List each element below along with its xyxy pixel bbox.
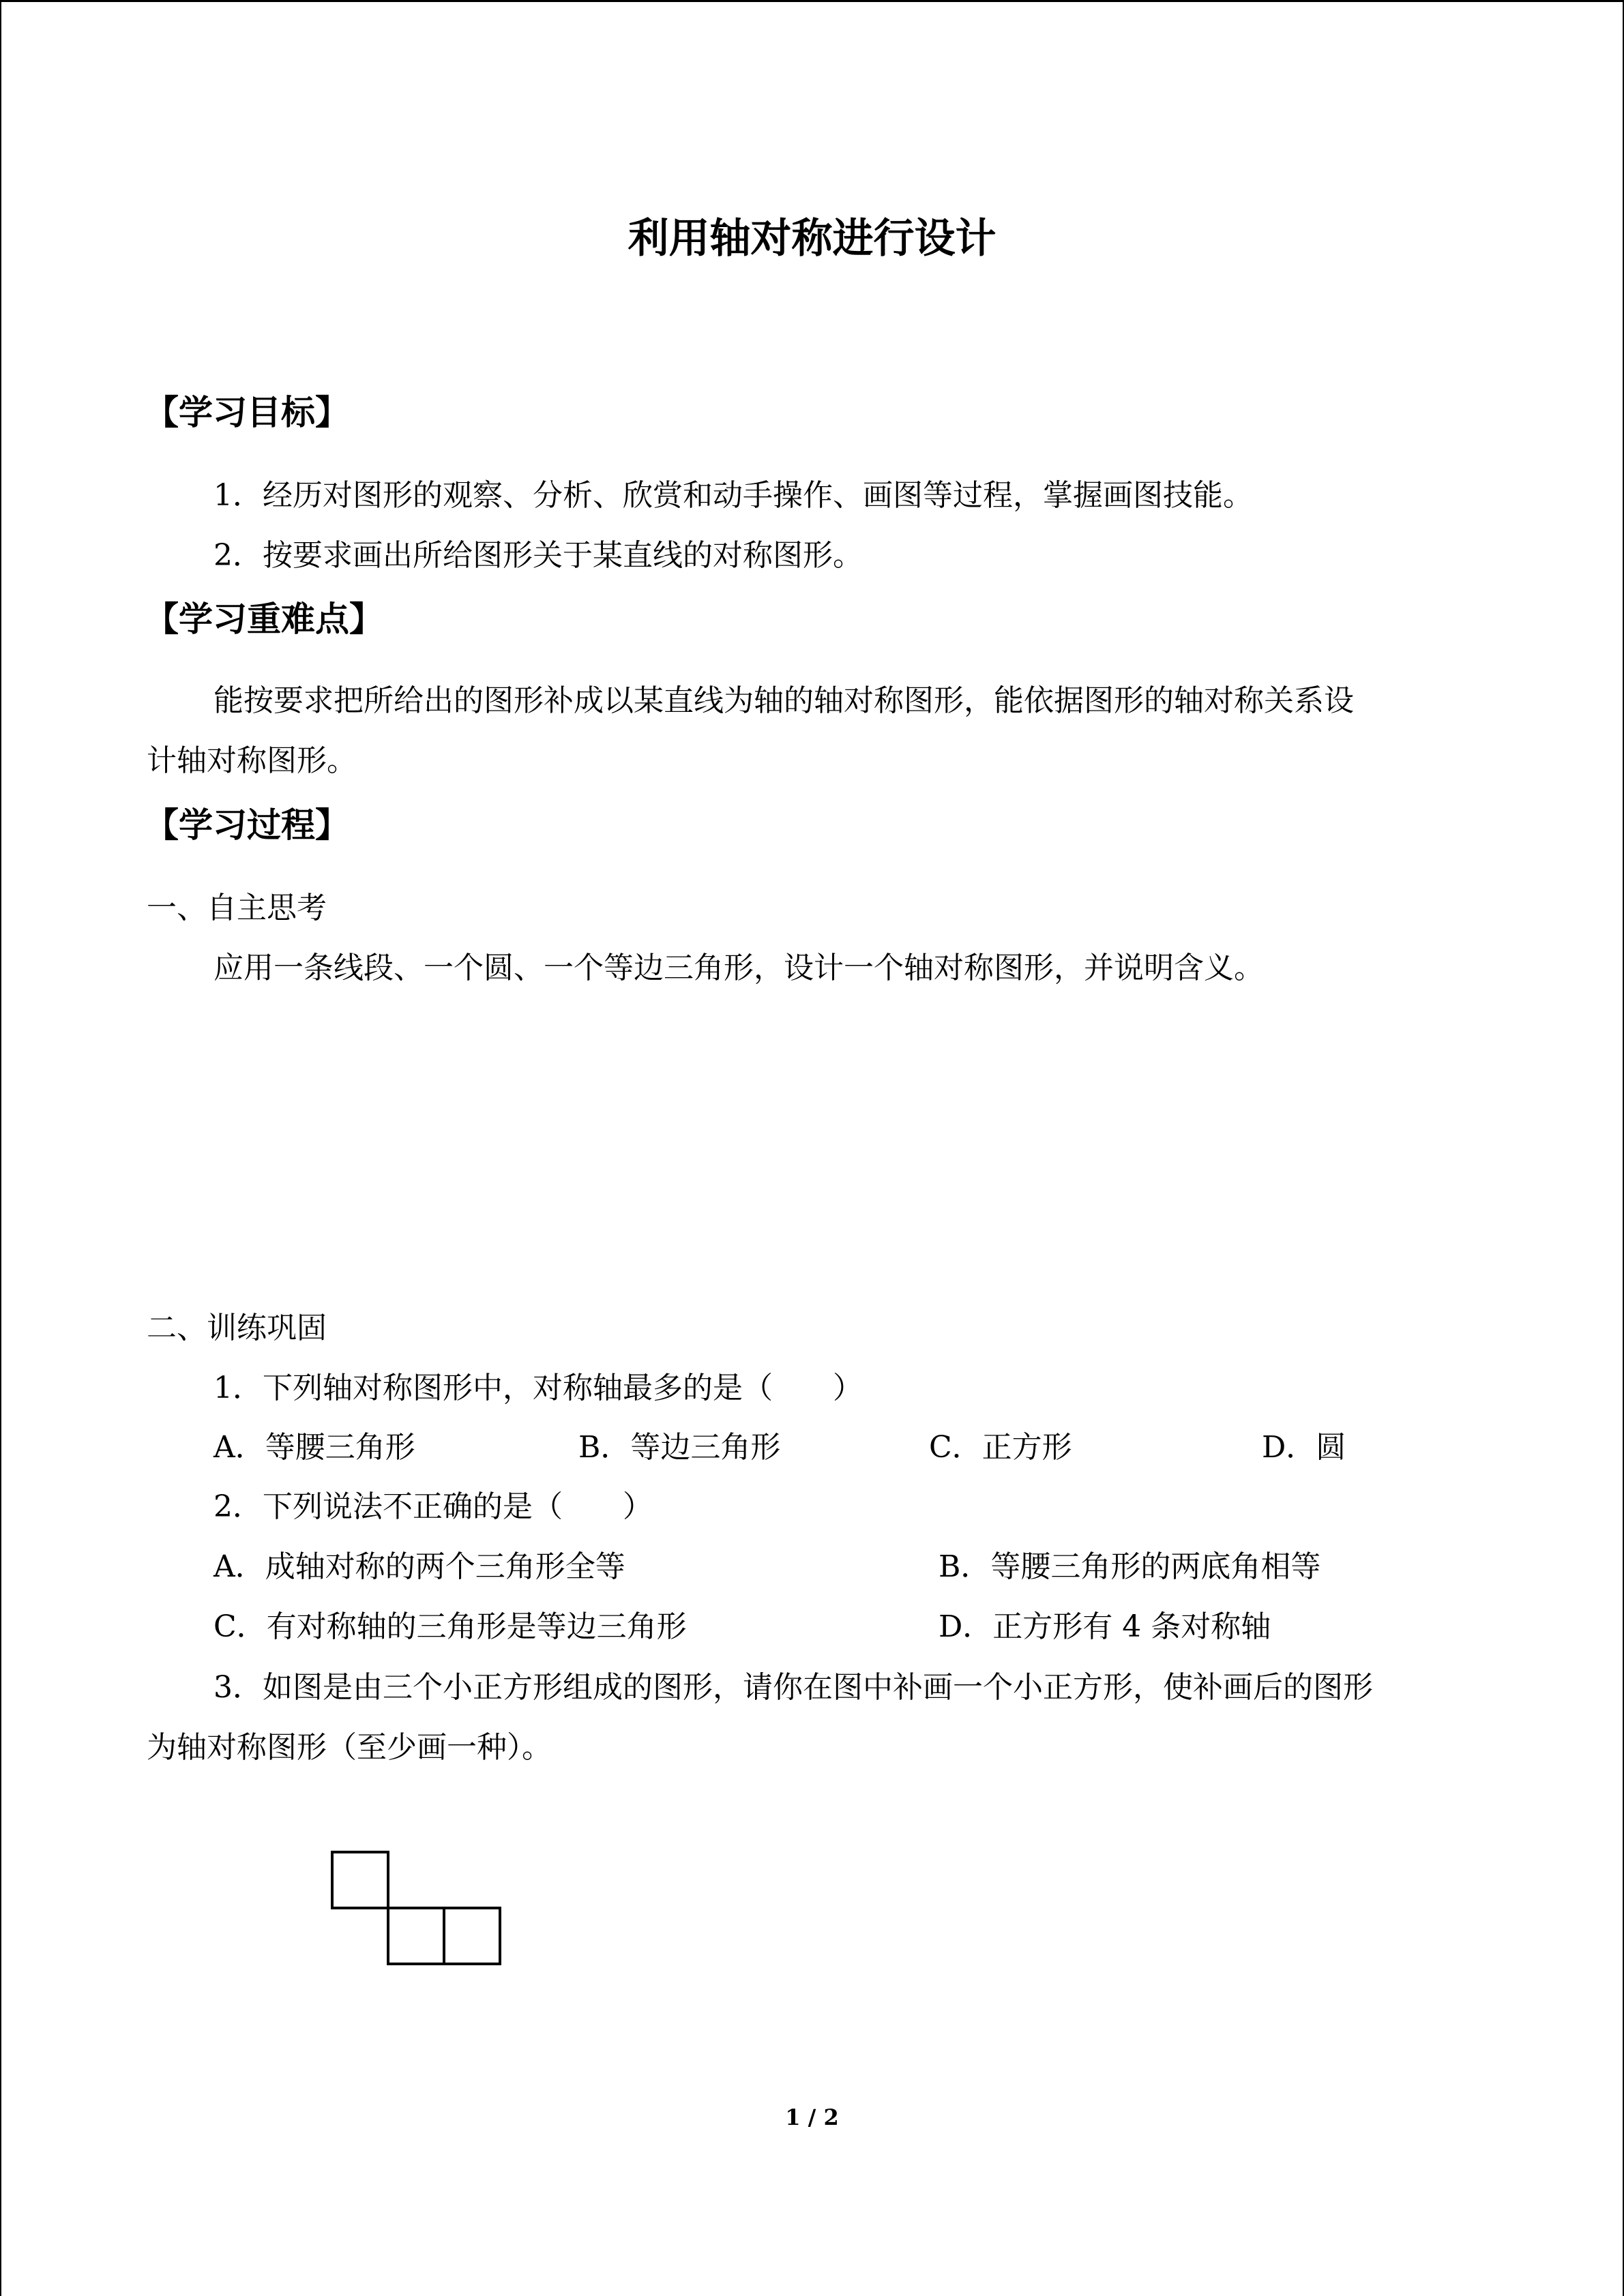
key-points-line-1: 能按要求把所给出的图形补成以某直线为轴的轴对称图形，能依据图形的轴对称关系设 — [213, 683, 1354, 718]
q1-option-c: C．正方形 — [929, 1430, 1072, 1465]
q2-option-c: C．有对称轴的三角形是等边三角形 — [213, 1609, 687, 1644]
question-2-stem: 2．下列说法不正确的是（ ） — [213, 1489, 653, 1524]
question-1-stem: 1．下列轴对称图形中，对称轴最多的是（ ） — [213, 1371, 863, 1405]
part1-text: 应用一条线段、一个圆、一个等边三角形，设计一个轴对称图形，并说明含义。 — [213, 951, 1264, 985]
question-3-line-1: 3．如图是由三个小正方形组成的图形，请你在图中补画一个小正方形，使补画后的图形 — [213, 1670, 1373, 1705]
part2-title: 二、训练巩固 — [147, 1311, 327, 1345]
page-number: 1 / 2 — [785, 2104, 839, 2130]
objective-item-1: 1．经历对图形的观察、分析、欣赏和动手操作、画图等过程，掌握画图技能。 — [213, 478, 1253, 513]
q1-option-d: D．圆 — [1262, 1430, 1346, 1465]
page-border-top — [0, 0, 1624, 2]
process-heading: 【学习过程】 — [145, 805, 349, 845]
q2-option-a: A．成轴对称的两个三角形全等 — [213, 1549, 625, 1584]
page-border-left — [0, 0, 1, 2296]
key-points-line-2: 计轴对称图形。 — [147, 743, 357, 778]
key-points-heading: 【学习重难点】 — [145, 599, 383, 639]
figure-square-bottom-right — [443, 1907, 501, 1965]
page-title: 利用轴对称进行设计 — [628, 215, 996, 263]
q2-option-d: D．正方形有 4 条对称轴 — [939, 1609, 1271, 1644]
question-3-line-2: 为轴对称图形（至少画一种）。 — [147, 1730, 552, 1765]
objective-item-2: 2．按要求画出所给图形关于某直线的对称图形。 — [213, 538, 863, 573]
figure-square-bottom-middle — [387, 1907, 445, 1965]
figure-square-top-left — [331, 1851, 389, 1909]
part1-title: 一、自主思考 — [147, 891, 327, 925]
objectives-heading: 【学习目标】 — [145, 392, 349, 432]
q2-option-b: B．等腰三角形的两底角相等 — [939, 1549, 1321, 1584]
q1-option-b: B．等边三角形 — [578, 1430, 781, 1465]
q1-option-a: A．等腰三角形 — [213, 1430, 415, 1465]
